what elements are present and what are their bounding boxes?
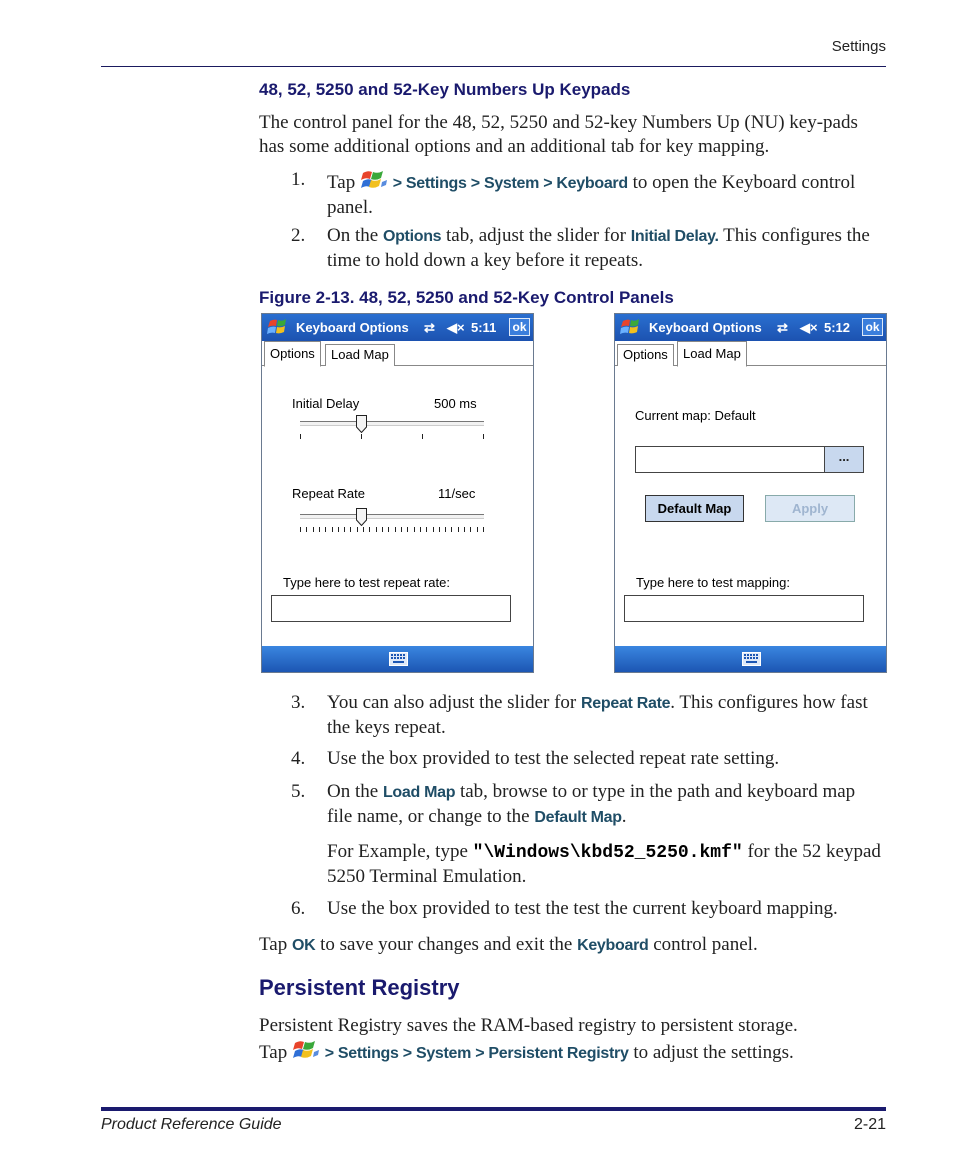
intro-paragraph: The control panel for the 48, 52, 5250 and 52-key Numbers Up (NU) key-pads has some additional options and an additional tab for key mapping. [259,112,858,157]
step-number: 5. [291,781,306,802]
window-title: Keyboard Options [649,320,762,335]
step-text: Use the box provided to test the selected repeat rate setting. [327,748,780,769]
map-path-input[interactable] [635,446,825,473]
slider-tick [361,434,362,439]
speaker-icon[interactable]: ◀× [800,320,818,335]
slider-tick [388,527,389,532]
initial-delay-value: 500 ms [434,396,477,411]
menu-bar [615,646,886,672]
speaker-icon[interactable]: ◀× [447,320,465,335]
keyboard-icon[interactable] [389,652,408,666]
initial-delay-slider-thumb[interactable] [356,415,367,433]
step-text: You can also adjust the slider for [327,692,577,713]
windows-start-icon[interactable] [267,317,291,337]
current-map-label: Current map: Default [635,408,756,423]
slider-tick [433,527,434,532]
slider-tick [357,527,358,532]
ok-button[interactable]: ok [509,318,530,336]
slider-tick [338,527,339,532]
closing-text: Tap [259,934,288,955]
closing-paragraph [259,933,881,958]
slider-tick [464,527,465,532]
slider-tick [395,527,396,532]
slider-tick [445,527,446,532]
persistent-registry-paragraph [259,1014,881,1066]
repeat-rate-slider-thumb[interactable] [356,508,367,526]
tab-strip [262,341,533,366]
persistent-registry-path: > Settings > System > Persistent Registry [324,1045,629,1062]
closing-text: to save your changes and exit the [320,934,573,955]
apply-button[interactable]: Apply [765,495,855,522]
step-text: . [621,806,627,827]
slider-tick [350,527,351,532]
ok-button[interactable]: ok [862,318,883,336]
slider-tick [420,527,421,532]
windows-start-icon[interactable] [620,317,644,337]
browse-button[interactable]: ... [824,446,864,473]
step-text: to open the Keyboard control panel. [327,172,856,218]
ui-term-initial-delay: Initial Delay. [630,228,719,245]
slider-tick [470,527,471,532]
initial-delay-ticks [300,434,484,440]
windows-start-icon [360,168,388,192]
clock[interactable]: 5:12 [824,320,851,335]
tab-options[interactable]: Options [264,341,321,367]
connectivity-icon[interactable]: ⇄ [424,320,435,335]
default-map-button[interactable]: Default Map [645,495,744,522]
slider-tick [382,527,383,532]
slider-tick [300,527,301,532]
tab-strip [615,341,886,366]
persistent-tap: Tap [259,1042,288,1063]
title-bar [615,314,886,341]
step-number: 2. [291,225,306,246]
step-number: 6. [291,898,306,919]
tab-options[interactable]: Options [617,344,674,366]
slider-tick [451,527,452,532]
ui-term-load-map: Load Map [382,784,456,801]
title-bar [262,314,533,341]
slider-tick [369,527,370,532]
test-mapping-input[interactable] [624,595,864,622]
slider-tick [306,527,307,532]
slider-tick [483,434,484,439]
slider-tick [439,527,440,532]
closing-text: control panel. [653,934,758,955]
windows-start-icon [292,1038,320,1062]
slider-tick [426,527,427,532]
running-head: Settings [831,38,886,55]
step-text: On the [327,781,379,802]
step-text: tab, adjust the slider for [446,225,626,246]
slider-tick [422,434,423,439]
step-number: 4. [291,748,306,769]
persistent-line-1: Persistent Registry saves the RAM-based registry to persistent storage. [259,1015,798,1036]
footer-title: Product Reference Guide [101,1116,282,1133]
tab-load-map[interactable]: Load Map [325,344,395,366]
slider-tick [477,527,478,532]
window-title: Keyboard Options [296,320,409,335]
slider-tick [319,527,320,532]
section-heading: 48, 52, 5250 and 52-Key Numbers Up Keypads [259,80,631,99]
slider-tick [407,527,408,532]
header-rule [101,66,886,67]
test-repeat-label: Type here to test repeat rate: [283,575,450,590]
slider-tick [414,527,415,532]
load-map-panel-screenshot [614,313,887,673]
connectivity-icon[interactable]: ⇄ [777,320,788,335]
example-text: For Example, type [327,841,468,862]
slider-tick [401,527,402,532]
slider-tick [300,434,301,439]
ui-term-repeat-rate: Repeat Rate [581,695,671,712]
example-code: "\Windows\kbd52_5250.kmf" [472,843,743,863]
slider-tick [376,527,377,532]
step-number: 3. [291,692,306,713]
ui-term-options: Options [382,228,442,245]
options-panel-screenshot [261,313,534,673]
slider-tick [458,527,459,532]
step-number: 1. [291,169,306,190]
keyboard-icon[interactable] [742,652,761,666]
tab-load-map[interactable]: Load Map [677,341,747,367]
menu-bar [262,646,533,672]
slider-tick [344,527,345,532]
slider-tick [313,527,314,532]
slider-tick [483,527,484,532]
initial-delay-label: Initial Delay [292,396,360,411]
footer-rule [101,1107,886,1111]
figure-caption: Figure 2-13. 48, 52, 5250 and 52-Key Control Panels [259,288,674,307]
repeat-rate-label: Repeat Rate [292,486,365,501]
test-mapping-label: Type here to test mapping: [636,575,790,590]
ui-term-ok: OK [291,937,316,954]
repeat-rate-ticks [300,527,484,533]
step-text: Use the box provided to test the test the current keyboard mapping. [327,898,838,919]
slider-tick [325,527,326,532]
initial-delay-slider[interactable] [300,421,484,426]
slider-tick [332,527,333,532]
ui-term-keyboard: Keyboard [577,937,649,954]
step-text: Tap [327,172,356,193]
persistent-registry-heading: Persistent Registry [259,975,460,1000]
page-number: 2-21 [853,1116,886,1133]
test-repeat-input[interactable] [271,595,511,622]
clock[interactable]: 5:11 [471,320,497,335]
repeat-rate-slider[interactable] [300,514,484,519]
slider-tick [363,527,364,532]
step-text: . This configures how fast the keys repeat. [327,692,868,738]
step-text: tab, browse to or type in the path and keyboard map file name, or change to the [327,781,856,827]
persistent-post: to adjust the settings. [633,1042,794,1063]
example-text: for the 52 keypad 5250 Terminal Emulation. [327,841,881,887]
ui-term-default-map: Default Map [534,809,622,826]
step-text: This configures the time to hold down a key before it repeats. [327,225,870,271]
repeat-rate-value: 11/sec [438,486,476,501]
settings-path: > Settings > System > Keyboard [392,175,628,192]
step-text: On the [327,225,379,246]
